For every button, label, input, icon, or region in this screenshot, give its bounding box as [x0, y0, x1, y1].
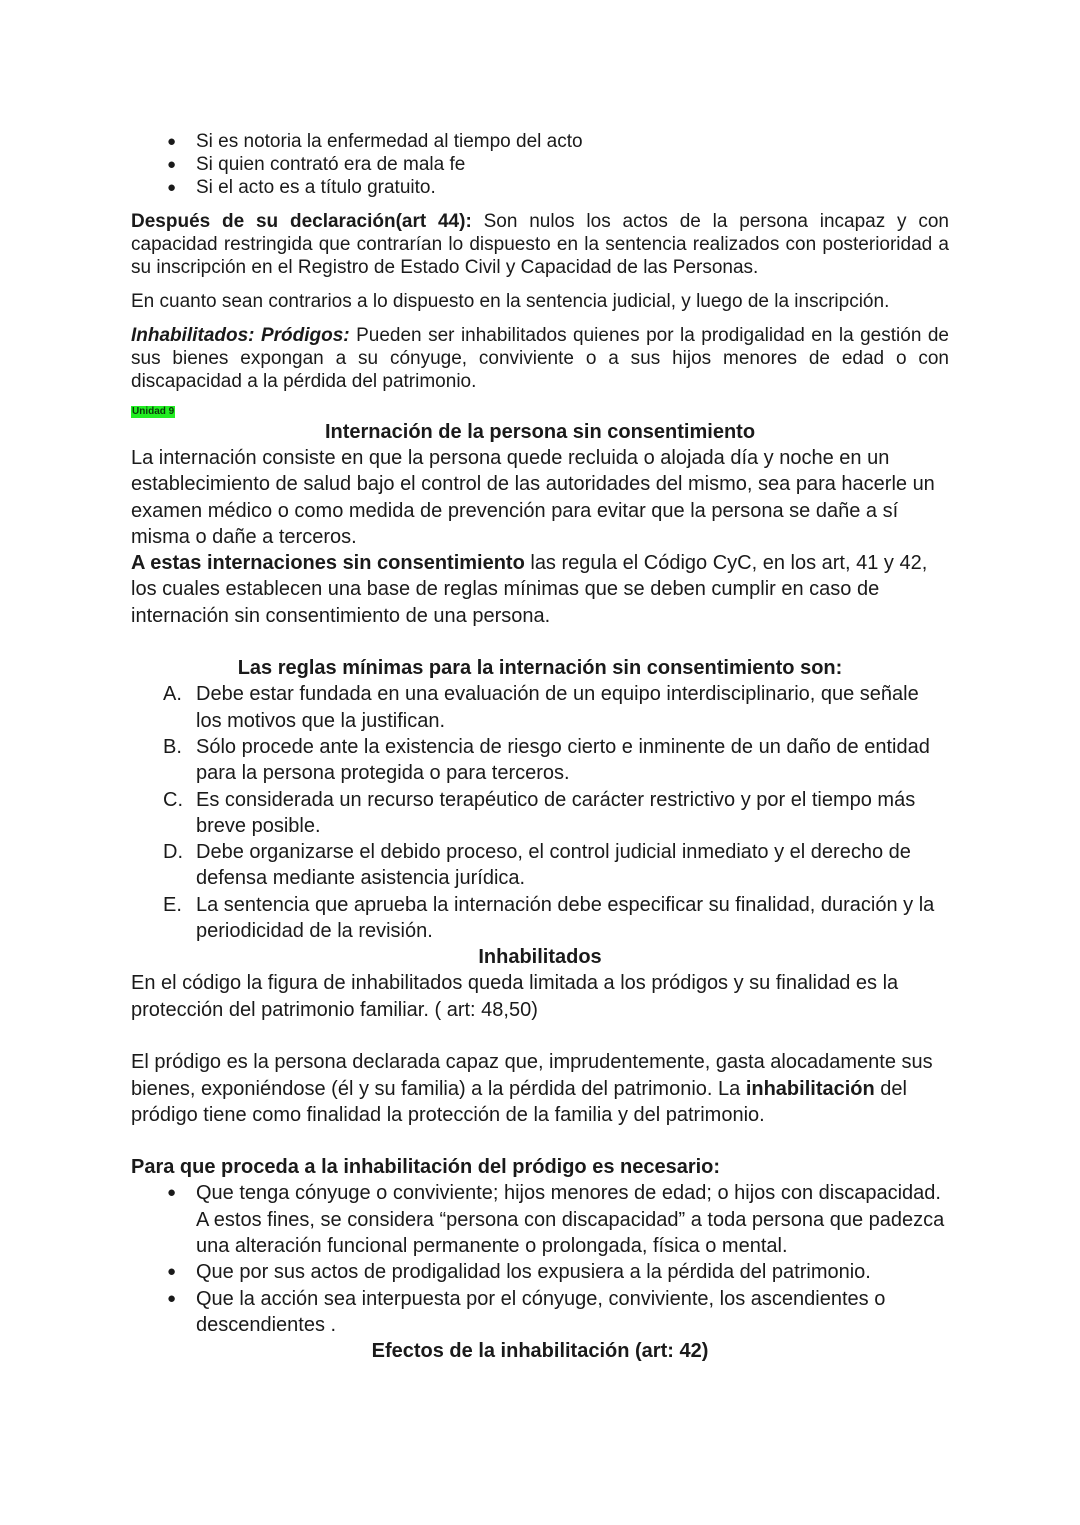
prodigo-text-a: El pródigo es la persona declarada capaz que, imprudentemente, gasta alocadamente sus bienes, exponiéndose (él y su familia) a la pérdida del patrimonio. La [131, 1051, 933, 1100]
list-item [131, 892, 949, 945]
inhabilitados-paragraph: En el código la figura de inhabilitados queda limitada a los pródigos y su finalidad es la protección del patrimonio familiar. ( art: 48,50) [131, 972, 899, 1021]
list-item [131, 153, 949, 176]
list-marker: D. [163, 841, 183, 864]
list-item-text: Si el acto es a título gratuito. [196, 177, 436, 198]
bullet-icon: ● [167, 133, 177, 150]
internacion-rest: las regula el Código CyC, en los art, 41 y 42, los cuales establecen una base de reglas mínimas que se deben cumplir en caso de internación sin consentimiento de una persona. [131, 552, 928, 627]
list-item [131, 734, 949, 787]
list-item-text: Si quien contrató era de mala fe [196, 154, 466, 175]
list-item-text: Si es notoria la enfermedad al tiempo del acto [196, 131, 583, 152]
despues-label: Después de su declaración(art 44): [131, 211, 472, 232]
requisitos-list [131, 1180, 949, 1338]
requisitos-title: Para que proceda a la inhabilitación del pródigo es necesario: [131, 1156, 721, 1179]
bullet-icon: ● [167, 1184, 177, 1202]
bullet-icon: ● [167, 179, 177, 196]
internacion-paragraph: La internación consiste en que la persona quede recluida o alojada día y noche en un establecimiento de salud bajo el control de las autoridades del mismo, sea para hacerle un examen médico o como medida de prevención para evitar que la persona se dañe a sí misma o dañe a terceros. [131, 447, 935, 548]
list-item-text: La sentencia que aprueba la internación debe especificar su finalidad, duración y la periodicidad de la revisión. [196, 893, 935, 943]
list-item [131, 787, 949, 840]
list-item [131, 1259, 949, 1285]
list-marker: A. [163, 683, 182, 706]
prodigo-paragraph [131, 1049, 949, 1128]
list-item-text: Debe estar fundada en una evaluación de un equipo interdisciplinario, que señale los motivos que la justifican. [196, 683, 919, 732]
bullet-icon: ● [167, 1289, 177, 1307]
reglas-list [131, 681, 949, 944]
list-item [131, 839, 949, 892]
list-item-text: Que la acción sea interpuesta por el cónyuge, conviviente, los ascendientes o descendientes . [196, 1287, 886, 1336]
prodigos-label: Inhabilitados: Pródigos: [131, 325, 350, 346]
efectos-title: Efectos de la inhabilitación (art: 42) [371, 1340, 709, 1363]
inhabilitados-title: Inhabilitados [478, 946, 602, 969]
internacion-bold: A estas internaciones sin consentimiento [131, 552, 525, 575]
reglas-title: Las reglas mínimas para la internación sin consentimiento son: [237, 657, 843, 680]
prodigos-text: Pueden ser inhabilitados quienes por la prodigalidad en la gestión de sus bienes expongan a su cónyuge, conviviente o a sus hijos menores de edad o con discapacidad a la pérdida del patrimonio. [131, 325, 949, 392]
list-marker: E. [163, 893, 182, 916]
en-cuanto-paragraph: En cuanto sean contrarios a lo dispuesto en la sentencia judicial, y luego de la inscripción. [131, 291, 890, 312]
list-item-text: Que por sus actos de prodigalidad los expusiera a la pérdida del patrimonio. [196, 1261, 871, 1284]
document-page [131, 130, 949, 1364]
list-marker: C. [163, 788, 183, 811]
prodigo-text-b: del pródigo tiene como finalidad la protección de la familia y del patrimonio. [131, 1077, 907, 1126]
internacion-title: Internación de la persona sin consentimiento [324, 421, 756, 443]
unit-badge: Unidad 9 [132, 406, 175, 417]
list-item [131, 130, 949, 153]
list-item-text: Que tenga cónyuge o conviviente; hijos menores de edad; o hijos con discapacidad. A estos fines, se considera “persona con discapacidad” a toda persona que padezca una alteración funcional permanente o prolongada, física o mental. [196, 1182, 945, 1258]
internacion-rules-paragraph [131, 550, 949, 629]
prodigos-paragraph [131, 324, 949, 393]
list-item-text: Debe organizarse el debido proceso, el control judicial inmediato y el derecho de defensa mediante asistencia jurídica. [196, 841, 911, 890]
list-item [131, 176, 949, 199]
list-item-text: Sólo procede ante la existencia de riesgo cierto e inminente de un daño de entidad para la persona protegida o para terceros. [196, 735, 930, 785]
list-item [131, 1286, 949, 1339]
list-item [131, 681, 949, 734]
despues-paragraph [131, 210, 949, 279]
despues-text: Son nulos los actos de la persona incapaz y con capacidad restringida que contrarían lo dispuesto en la sentencia realizados con posterioridad a su inscripción en el Registro de Estado Civil y Capacidad de las Personas. [131, 211, 949, 278]
bullet-icon: ● [167, 156, 177, 173]
list-item [131, 1180, 949, 1259]
list-marker: B. [163, 735, 182, 758]
top-bullet-list [131, 130, 949, 199]
bullet-icon: ● [167, 1263, 177, 1281]
list-item-text: Es considerada un recurso terapéutico de carácter restrictivo y por el tiempo más breve posible. [196, 788, 916, 837]
prodigo-bold: inhabilitación [745, 1077, 875, 1100]
